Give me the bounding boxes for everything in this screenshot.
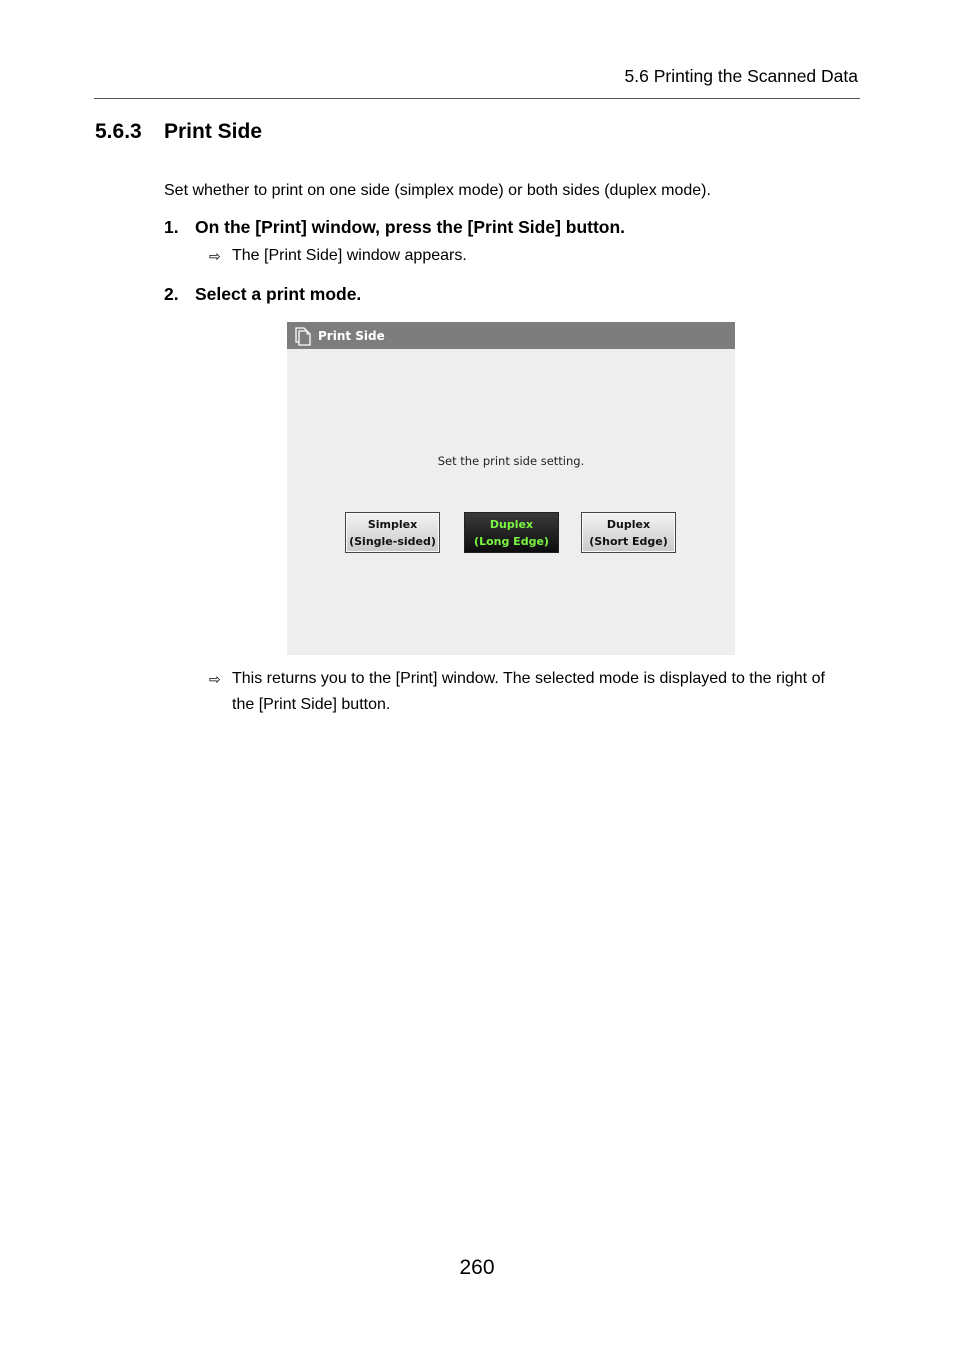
step-2-number: 2. [164,284,179,304]
document-copy-icon [292,325,314,347]
result-arrow-icon: ⇨ [209,671,221,687]
duplex-short-edge-line2: (Short Edge) [589,534,668,548]
duplex-long-edge-line1: Duplex [489,517,534,531]
print-side-window-screenshot [287,322,735,655]
page-number: 260 [459,1256,495,1279]
window-titlebar [287,322,735,349]
duplex-short-edge-line1: Duplex [606,517,651,531]
simplex-button-line1: Simplex [367,517,418,531]
section-number: 5.6.3 [95,120,142,143]
running-header: 5.6 Printing the Scanned Data [624,66,858,86]
result-arrow-icon: ⇨ [209,248,221,264]
instruction-message: Set the print side setting. [437,454,585,468]
window-title: Print Side [318,328,385,343]
duplex-long-edge-button[interactable] [464,512,559,553]
header-divider [94,98,860,99]
duplex-long-edge-line2: (Long Edge) [474,534,549,548]
step-2-text: Select a print mode. [195,284,362,304]
simplex-button[interactable] [345,512,440,553]
duplex-short-edge-button[interactable] [581,512,676,553]
step-1-result: The [Print Side] window appears. [232,247,467,264]
section-title: Print Side [164,120,263,143]
simplex-button-line2: (Single-sided) [349,534,436,548]
step-1-text: On the [Print] window, press the [Print Side] button. [195,217,626,237]
step-1-number: 1. [164,217,179,237]
intro-paragraph: Set whether to print on one side (simplex mode) or both sides (duplex mode). [164,182,711,199]
step-2-result: This returns you to the [Print] window. The selected mode is displayed to the right of the [Print Side] button. [232,670,825,713]
